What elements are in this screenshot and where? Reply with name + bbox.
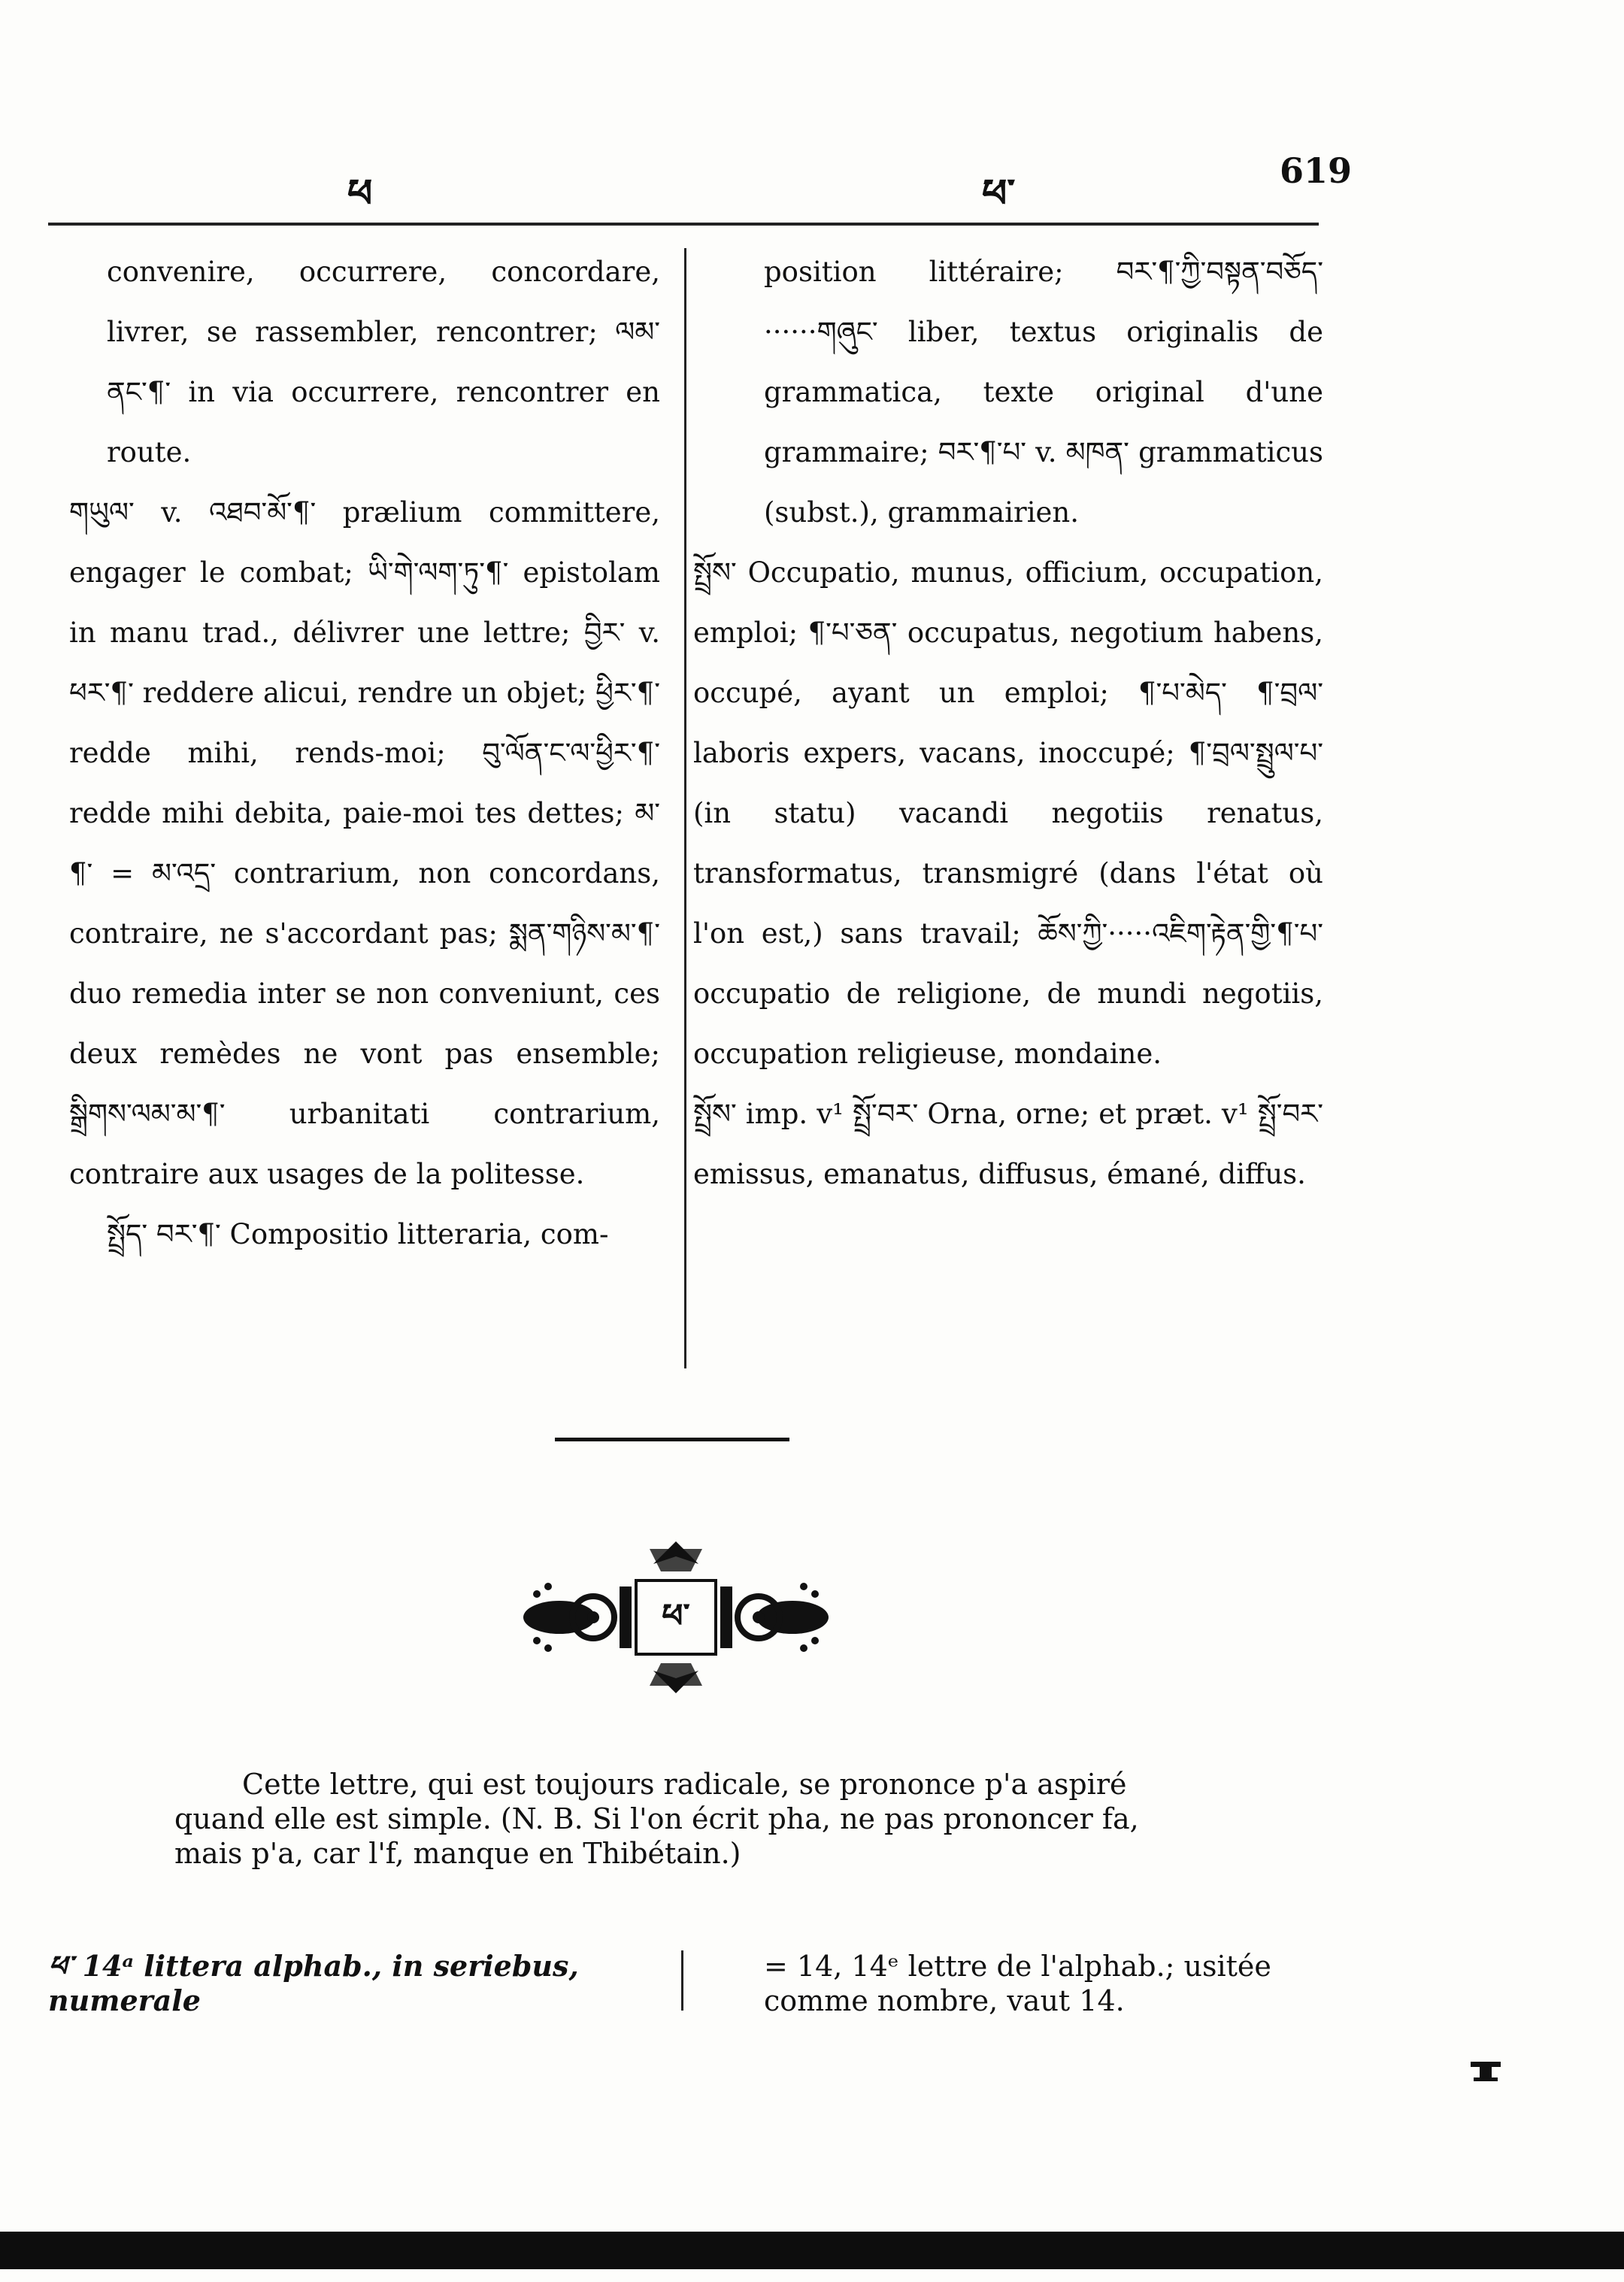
right-column xyxy=(693,242,1323,1205)
intro-line-2: quand elle est simple. (N. B. Si l'on écrit pha, ne pas prononcer fa, xyxy=(174,1802,1139,1835)
left-entry-1: convenire, occurrere, concordare, livrer, se rassembler, rencontrer; ལམ་ནང་¶་ in via occurrere, rencontrer en route. xyxy=(107,256,660,468)
left-column xyxy=(69,242,660,1265)
section-rule xyxy=(555,1438,789,1441)
intro-line-1: Cette lettre, qui est toujours radicale, se prononce p'a aspiré xyxy=(242,1768,1127,1801)
bottom-entry-left: ཕ་ 14ᵃ littera alphab., in seriebus, numerale xyxy=(48,1949,579,2017)
printer-mark-icon xyxy=(1471,2060,1501,2084)
header-rule xyxy=(48,223,1319,226)
right-entry-1: position littéraire; བར་¶་ཀྱི་བསྟན་བཅོད་······གཞུང་ liber, textus originalis de grammatica, texte original d'une grammaire; བར་¶་པ་ v. མཁན་ grammaticus (subst.), grammairien. xyxy=(764,256,1323,529)
right-entry-3: སྤྲོས་ imp. v¹ སྤྲོ་བར་ Orna, orne; et præt. v¹ སྤྲོ་བར་ emissus, emanatus, diffusus, émané, diffus. xyxy=(693,1098,1323,1190)
page-number: 619 xyxy=(1280,150,1353,191)
header-mid-letter: ཕ་ xyxy=(982,171,1016,217)
ornament-letter: ཕ་ xyxy=(662,1597,690,1635)
bottom-entry-right: = 14, 14ᵉ lettre de l'alphab.; usitée comme nombre, vaut 14. xyxy=(764,1950,1271,2017)
right-entry-2: སྤྲོས་ Occupatio, munus, officium, occupation, emploi; ¶་པ་ཅན་ occupatus, negotium habens, occupé, ayant un emploi; ¶་པ་མེད་ ¶་བྲལ་ laboris expers, vacans, inoccupé; ¶་བྲལ་སྤྲུལ་པ་ (in statu) vacandi negotiis renatus, transformatus, transmigré (dans l'état où l'on est,) sans travail; ཆོས་ཀྱི་·····འཇིག་རྟེན་གྱི་¶་པ་ occupatio de religione, de mundi negotiis, occupation religieuse, mondaine. xyxy=(693,556,1323,1070)
header-left-letter: ཕ xyxy=(347,171,373,217)
scan-edge-bar xyxy=(0,2232,1624,2269)
bottom-column-divider xyxy=(681,1950,683,2011)
letter-introduction xyxy=(174,1767,1182,1871)
intro-line-3: mais p'a, car l'f, manque en Thibétain.) xyxy=(174,1837,741,1870)
left-entry-3: སྤྲོད་ བར་¶་ Compositio litteraria, com- xyxy=(107,1218,609,1250)
left-entry-2: གཡུལ་ v. འཐབ་མོ་¶་ prælium committere, engager le combat; ཡི་གེ་ལག་ཏུ་¶་ epistolam in manu trad., délivrer une lettre; བྱིར་ v. ཕར་¶་ reddere alicui, rendre un objet; ཕྱིར་¶་ redde mihi, rends-moi; བུ་ལོན་ང་ལ་ཕྱིར་¶་ redde mihi debita, paie-moi tes dettes; མ་¶་ = མ་འདྲ་ contrarium, non concordans, contraire, ne s'accordant pas; སྨན་གཉིས་མ་¶་ duo remedia inter se non conveniunt, ces deux remèdes ne vont pas ensemble; སྒྲིགས་ལམ་མ་¶་ urbanitati contrarium, contraire aux usages de la politesse. xyxy=(69,496,660,1190)
letter-ornament xyxy=(514,1534,838,1701)
column-divider xyxy=(684,248,686,1368)
